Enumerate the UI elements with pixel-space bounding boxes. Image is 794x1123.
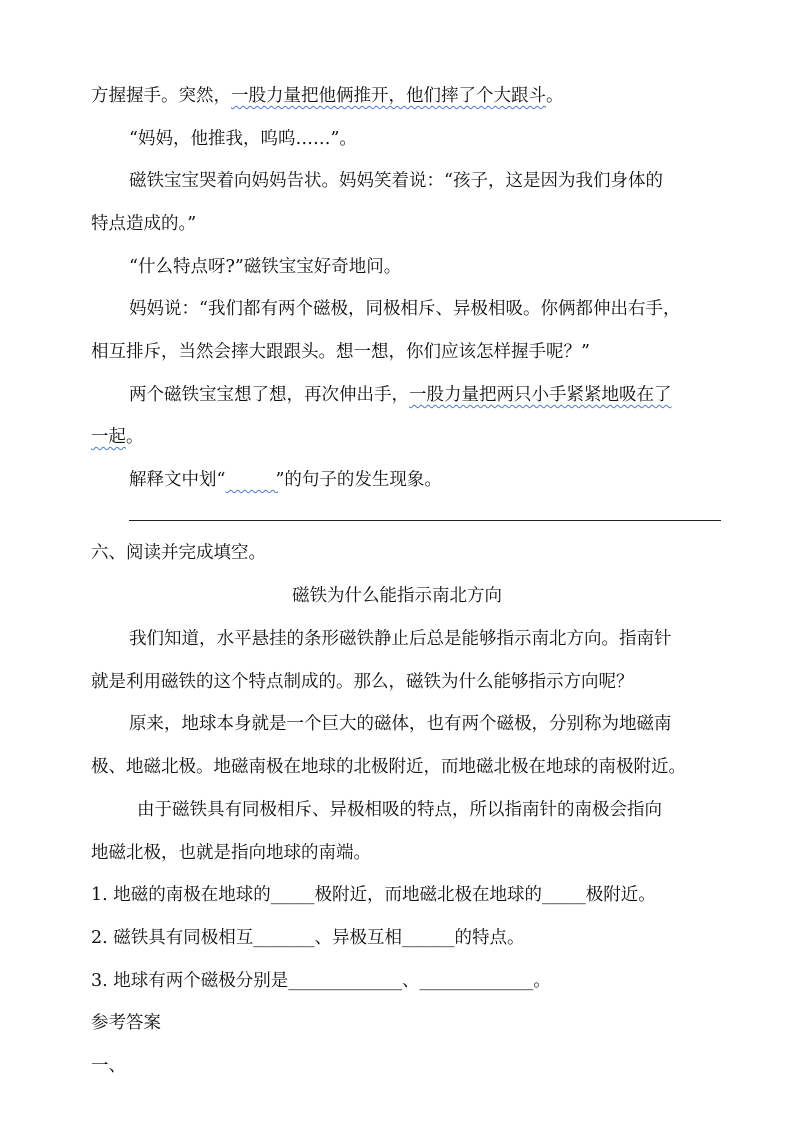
story-paragraph-5-line-2: 相互排斥，当然会摔大跟跟头。想一想，你们应该怎样握手呢？” [91,342,590,362]
story-paragraph-6-line-2 [91,425,724,449]
story-paragraph-1 [91,84,724,108]
article-paragraph-3-line-2: 地磁北极，也就是指向地球的南端。 [91,843,371,863]
wavy-underlined-sentence: 一起 [91,427,126,447]
question-text: ”的句子的发生现象。 [275,470,442,490]
fill-question-3: 3. 地球有两个磁极分别是_____________、_____________。 [91,971,551,991]
story-paragraph-3-line-2: 特点造成的。” [91,214,197,234]
wavy-underlined-sentence: 一股力量把两只小手紧紧地吸在了 [409,385,672,405]
section-6-heading: 六、阅读并完成填空。 [91,543,266,563]
story-paragraph-4: “什么特点呀?”磁铁宝宝好奇地问。 [129,257,402,277]
story-text: 两个磁铁宝宝想了想，再次伸出手， [129,385,409,405]
article-paragraph-3-line-1: 由于磁铁具有同极相斥、异极相吸的特点，所以指南针的南极会指向 [137,800,662,820]
article-title: 磁铁为什么能指示南北方向 [292,586,502,606]
story-question [129,468,724,492]
story-paragraph-2: “妈妈，他推我，呜呜……”。 [129,129,357,149]
article-paragraph-1-line-1: 我们知道，水平悬挂的条形磁铁静止后总是能够指示南北方向。指南针 [129,629,672,649]
story-text: 。 [546,86,564,106]
fill-question-2: 2. 磁铁具有同极相互_______、异极互相______的特点。 [91,928,525,948]
fill-question-1: 1. 地磁的南极在地球的_____极附近，而地磁北极在地球的_____极附近。 [91,885,656,905]
question-text: 解释文中划“ [129,470,226,490]
article-paragraph-2-line-1: 原来，地球本身就是一个巨大的磁体，也有两个磁极，分别称为地磁南 [129,714,672,734]
story-text: 。 [126,427,144,447]
story-text: 方握握手。突然， [91,86,231,106]
article-paragraph-1-line-2: 就是利用磁铁的这个特点制成的。那么，磁铁为什么能够指示方向呢？ [91,672,634,692]
answers-heading: 参考答案 [91,1013,161,1033]
answers-section-1: 一、 [91,1056,126,1076]
story-paragraph-5-line-1: 妈妈说：“我们都有两个磁极，同极相斥、异极相吸。你俩都伸出右手， [129,299,681,319]
answer-line[interactable] [129,520,721,521]
wavy-blank-marker [225,468,275,482]
story-paragraph-6-line-1 [129,383,724,407]
story-paragraph-3-line-1: 磁铁宝宝哭着向妈妈告状。妈妈笑着说：“孩子，这是因为我们身体的 [129,171,663,191]
wavy-underlined-sentence: 一股力量把他俩推开，他们摔了个大跟斗 [231,86,546,106]
article-paragraph-2-line-2: 极、地磁北极。地磁南极在地球的北极附近，而地磁北极在地球的南极附近。 [91,757,686,777]
